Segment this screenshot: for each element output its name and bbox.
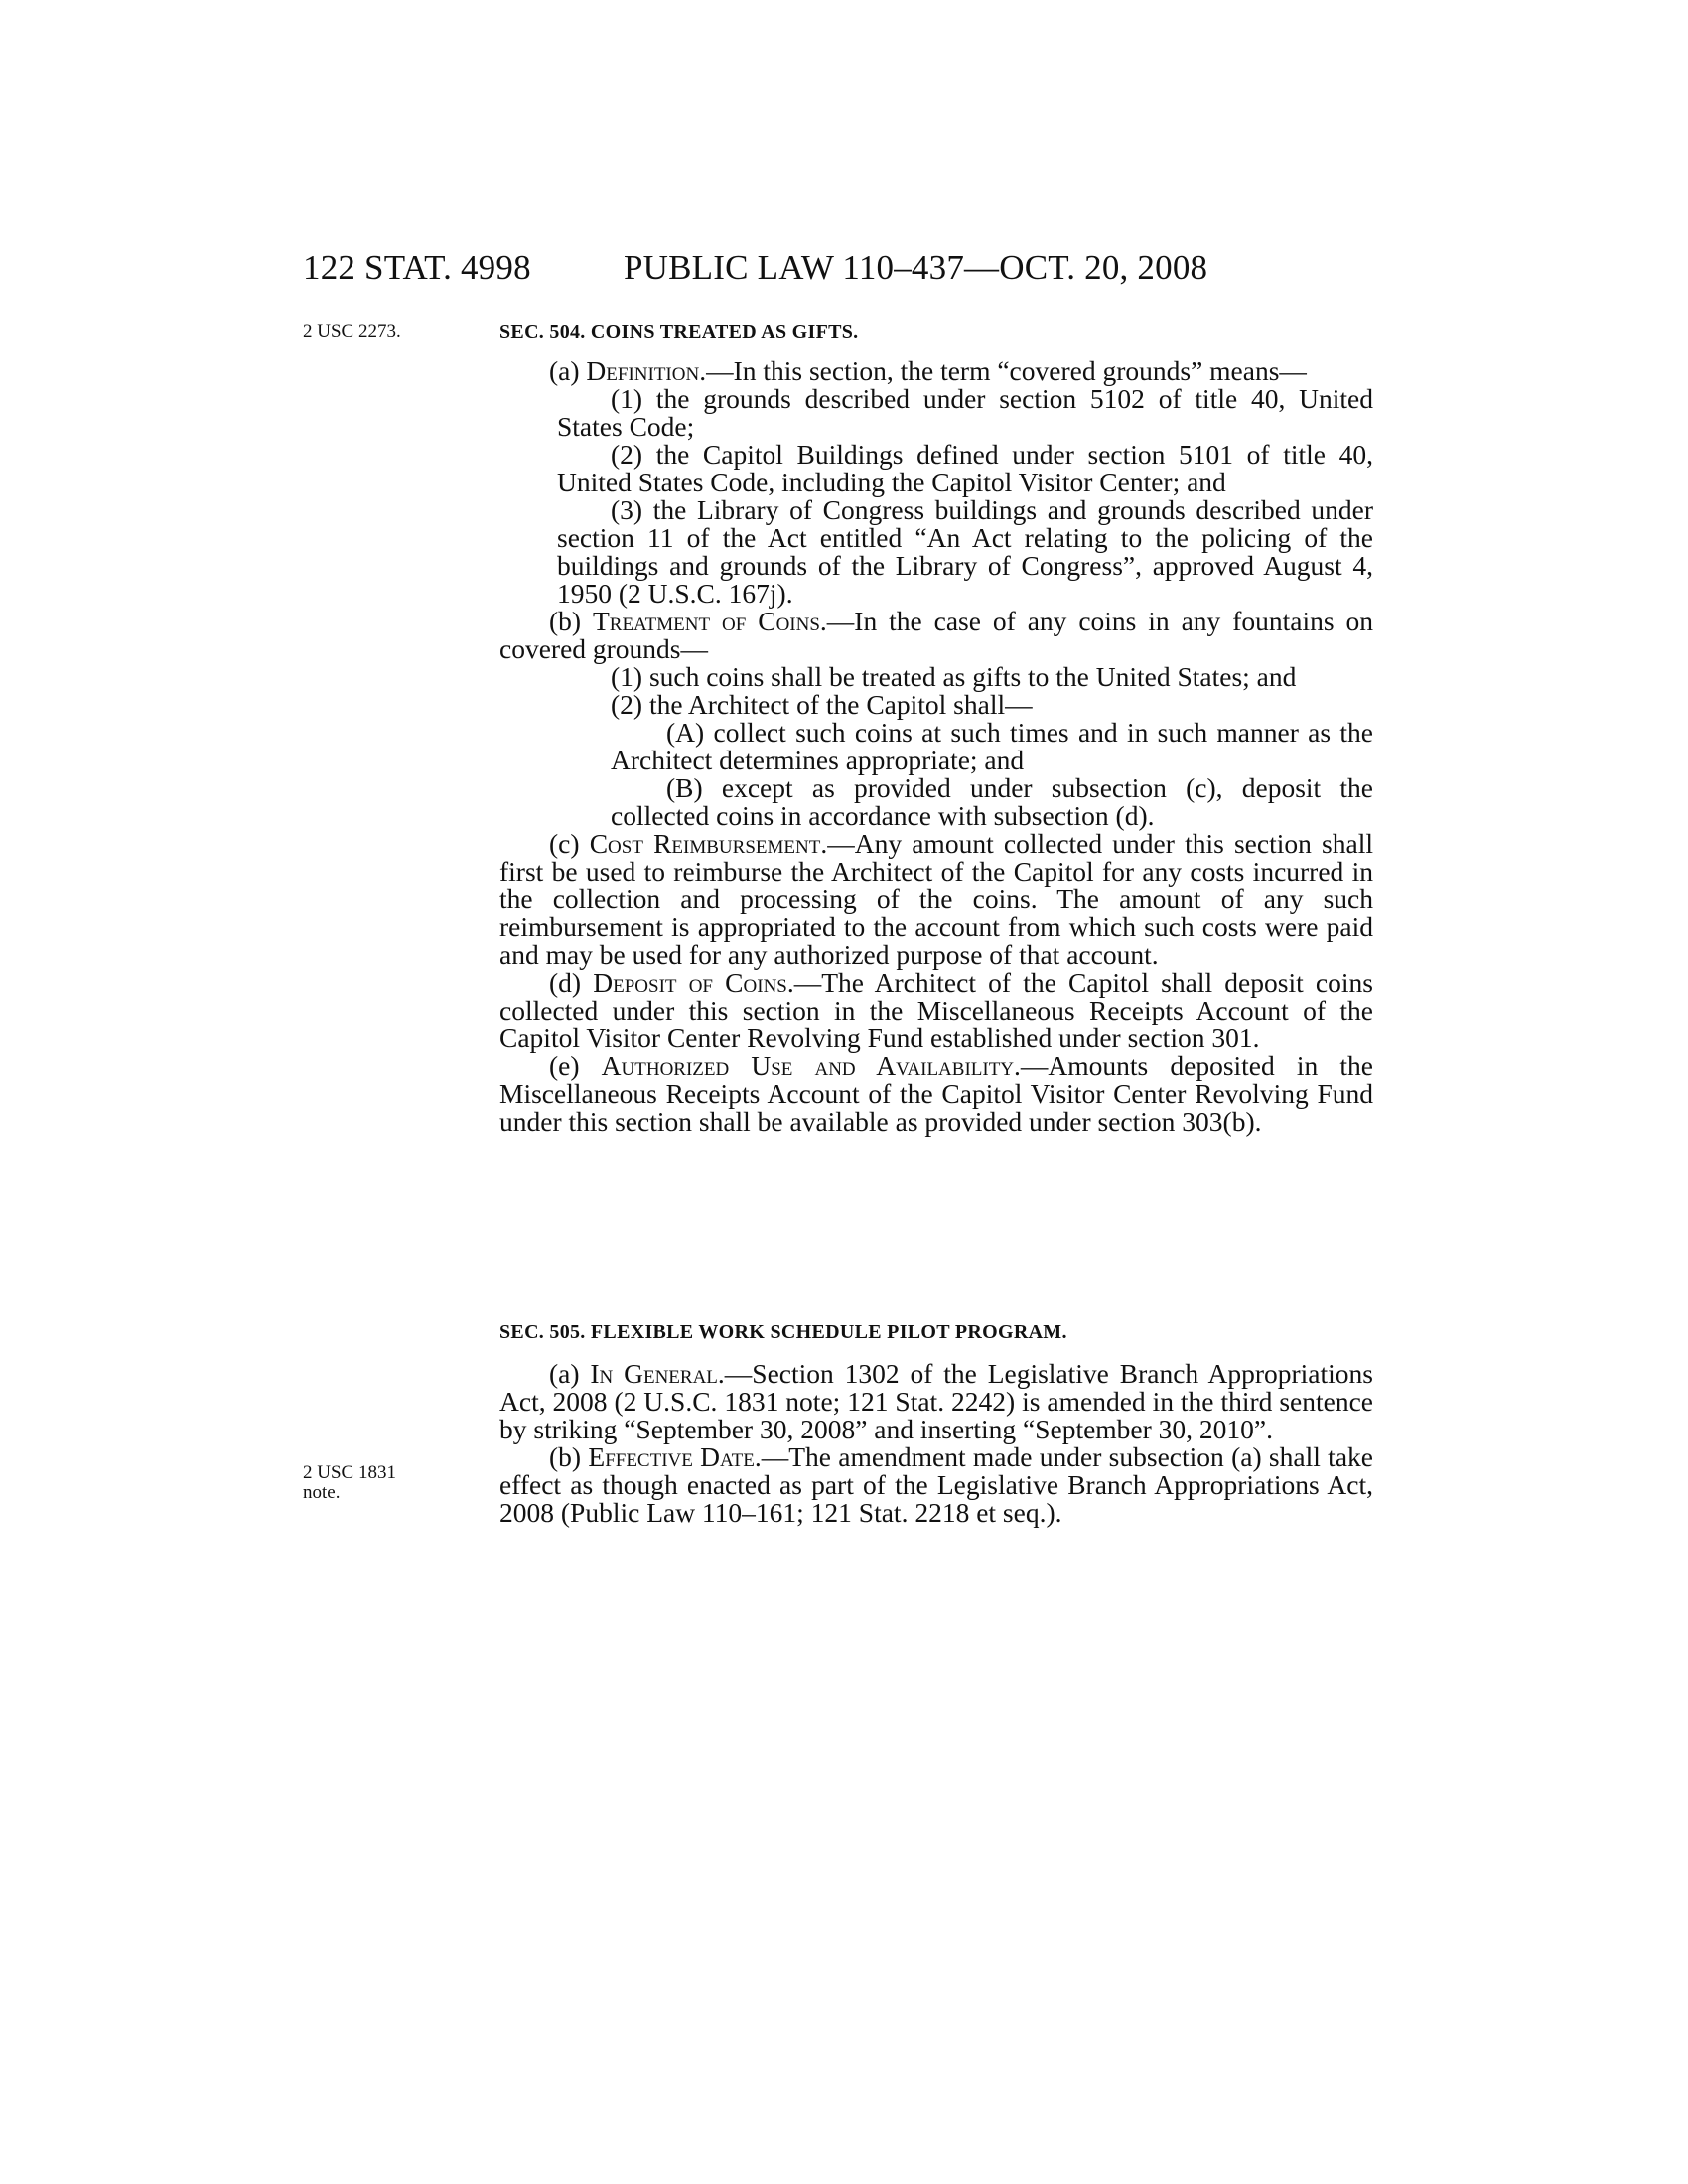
subsection-505-a-num: (a) <box>549 1358 591 1389</box>
paragraph-504-a2: (2) the Capitol Buildings defined under section 5101 of title 40, United States Code, including the Capitol Visitor Center; and <box>557 439 1373 497</box>
public-law-header: PUBLIC LAW 110–437—OCT. 20, 2008 <box>624 248 1208 287</box>
subsection-504-d-text: .—The Architect of the Capitol shall deposit coins collected under this section in the Miscellaneous Receipts Account of the Capitol Visitor Center Revolving Fund established under section 301. <box>499 967 1373 1053</box>
margin-note-1831-line1: 2 USC 1831 <box>303 1462 396 1483</box>
subsection-504-e-num: (e) <box>549 1050 602 1081</box>
subsection-504-c-num: (c) <box>549 828 590 859</box>
subsection-504-c-text: .—Any amount collected under this section shall first be used to reimburse the Architect of the Capitol for any costs incurred in the collection and processing of the coins. The amount of any such reimbursement is appropriated to the account from which such costs were paid and may be used for any authorized purpose of that account. <box>499 828 1373 970</box>
section-504 <box>499 318 1373 1136</box>
subsection-505-a-text: .—Section 1302 of the Legislative Branch Appropriations Act, 2008 (2 U.S.C. 1831 note; 121 Stat. 2242) is amended in the third sentence by striking “September 30, 2008” and inserting “September 30, 2010”. <box>499 1358 1373 1444</box>
subsection-504-d <box>499 969 1373 1052</box>
subsection-504-b-num: (b) <box>549 606 593 636</box>
subsection-504-e-text: .—Amounts deposited in the Miscellaneous Receipts Account of the Capitol Visitor Center Revolving Fund under this section shall be available as provided under section 303(b). <box>499 1050 1373 1137</box>
margin-note-2273: 2 USC 2273. <box>303 321 401 341</box>
paragraph-504-b1: (1) such coins shall be treated as gifts to the United States; and <box>611 661 1297 692</box>
subsection-504-a-heading: Definition <box>586 355 700 386</box>
subsection-505-a-heading: In General <box>590 1358 718 1389</box>
subsection-504-b-heading: Treatment of Coins <box>592 606 820 636</box>
subsection-504-c-heading: Cost Reimbursement <box>589 828 821 859</box>
subsection-505-b-heading: Effective Date <box>588 1441 755 1472</box>
subparagraph-504-b2B: (B) except as provided under subsection (c), deposit the collected coins in accordance with subsection (d). <box>611 772 1373 831</box>
subsection-504-e-heading: Authorized Use and Availability <box>601 1050 1015 1081</box>
subsection-505-b <box>499 1443 1373 1527</box>
subsection-505-b-num: (b) <box>549 1441 589 1472</box>
subsection-505-b-text: .—The amendment made under subsection (a) shall take effect as though enacted as part of the Legislative Branch Appropriations Act, 2008 (Public Law 110–161; 121 Stat. 2218 et seq.). <box>499 1441 1373 1528</box>
paragraph-504-b2: (2) the Architect of the Capitol shall— <box>611 689 1033 720</box>
subsection-504-a-text: .—In this section, the term “covered grounds” means— <box>699 355 1307 386</box>
subsection-504-b-text: .—In the case of any coins in any fountains on covered grounds— <box>499 606 1373 664</box>
subsection-505-a <box>499 1360 1373 1443</box>
subsection-504-e <box>499 1052 1373 1136</box>
subsection-504-d-heading: Deposit of Coins <box>593 967 787 998</box>
paragraph-504-a3: (3) the Library of Congress buildings and grounds described under section 11 of the Act entitled “An Act relating to the policing of the buildings and grounds of the Library of Congress”, approved August 4, 1950 (2 U.S.C. 167j). <box>557 494 1373 609</box>
subparagraph-504-b2A: (A) collect such coins at such times and in such manner as the Architect determines appropriate; and <box>611 717 1373 775</box>
section-504-title: SEC. 504. COINS TREATED AS GIFTS. <box>499 321 859 342</box>
subsection-504-d-num: (d) <box>549 967 594 998</box>
margin-note-1831-line2: note. <box>303 1482 341 1503</box>
stat-page-number: 122 STAT. 4998 <box>303 248 531 287</box>
subsection-504-c <box>499 830 1373 969</box>
subsection-504-a <box>499 357 1373 385</box>
paragraph-504-a1: (1) the grounds described under section 5102 of title 40, United States Code; <box>557 383 1373 442</box>
margin-note-1831 <box>303 1463 396 1503</box>
section-505-title: SEC. 505. FLEXIBLE WORK SCHEDULE PILOT PROGRAM. <box>499 1321 1067 1343</box>
subsection-504-b <box>499 608 1373 663</box>
section-505 <box>499 1318 1373 1527</box>
subsection-504-a-num: (a) <box>549 355 587 386</box>
